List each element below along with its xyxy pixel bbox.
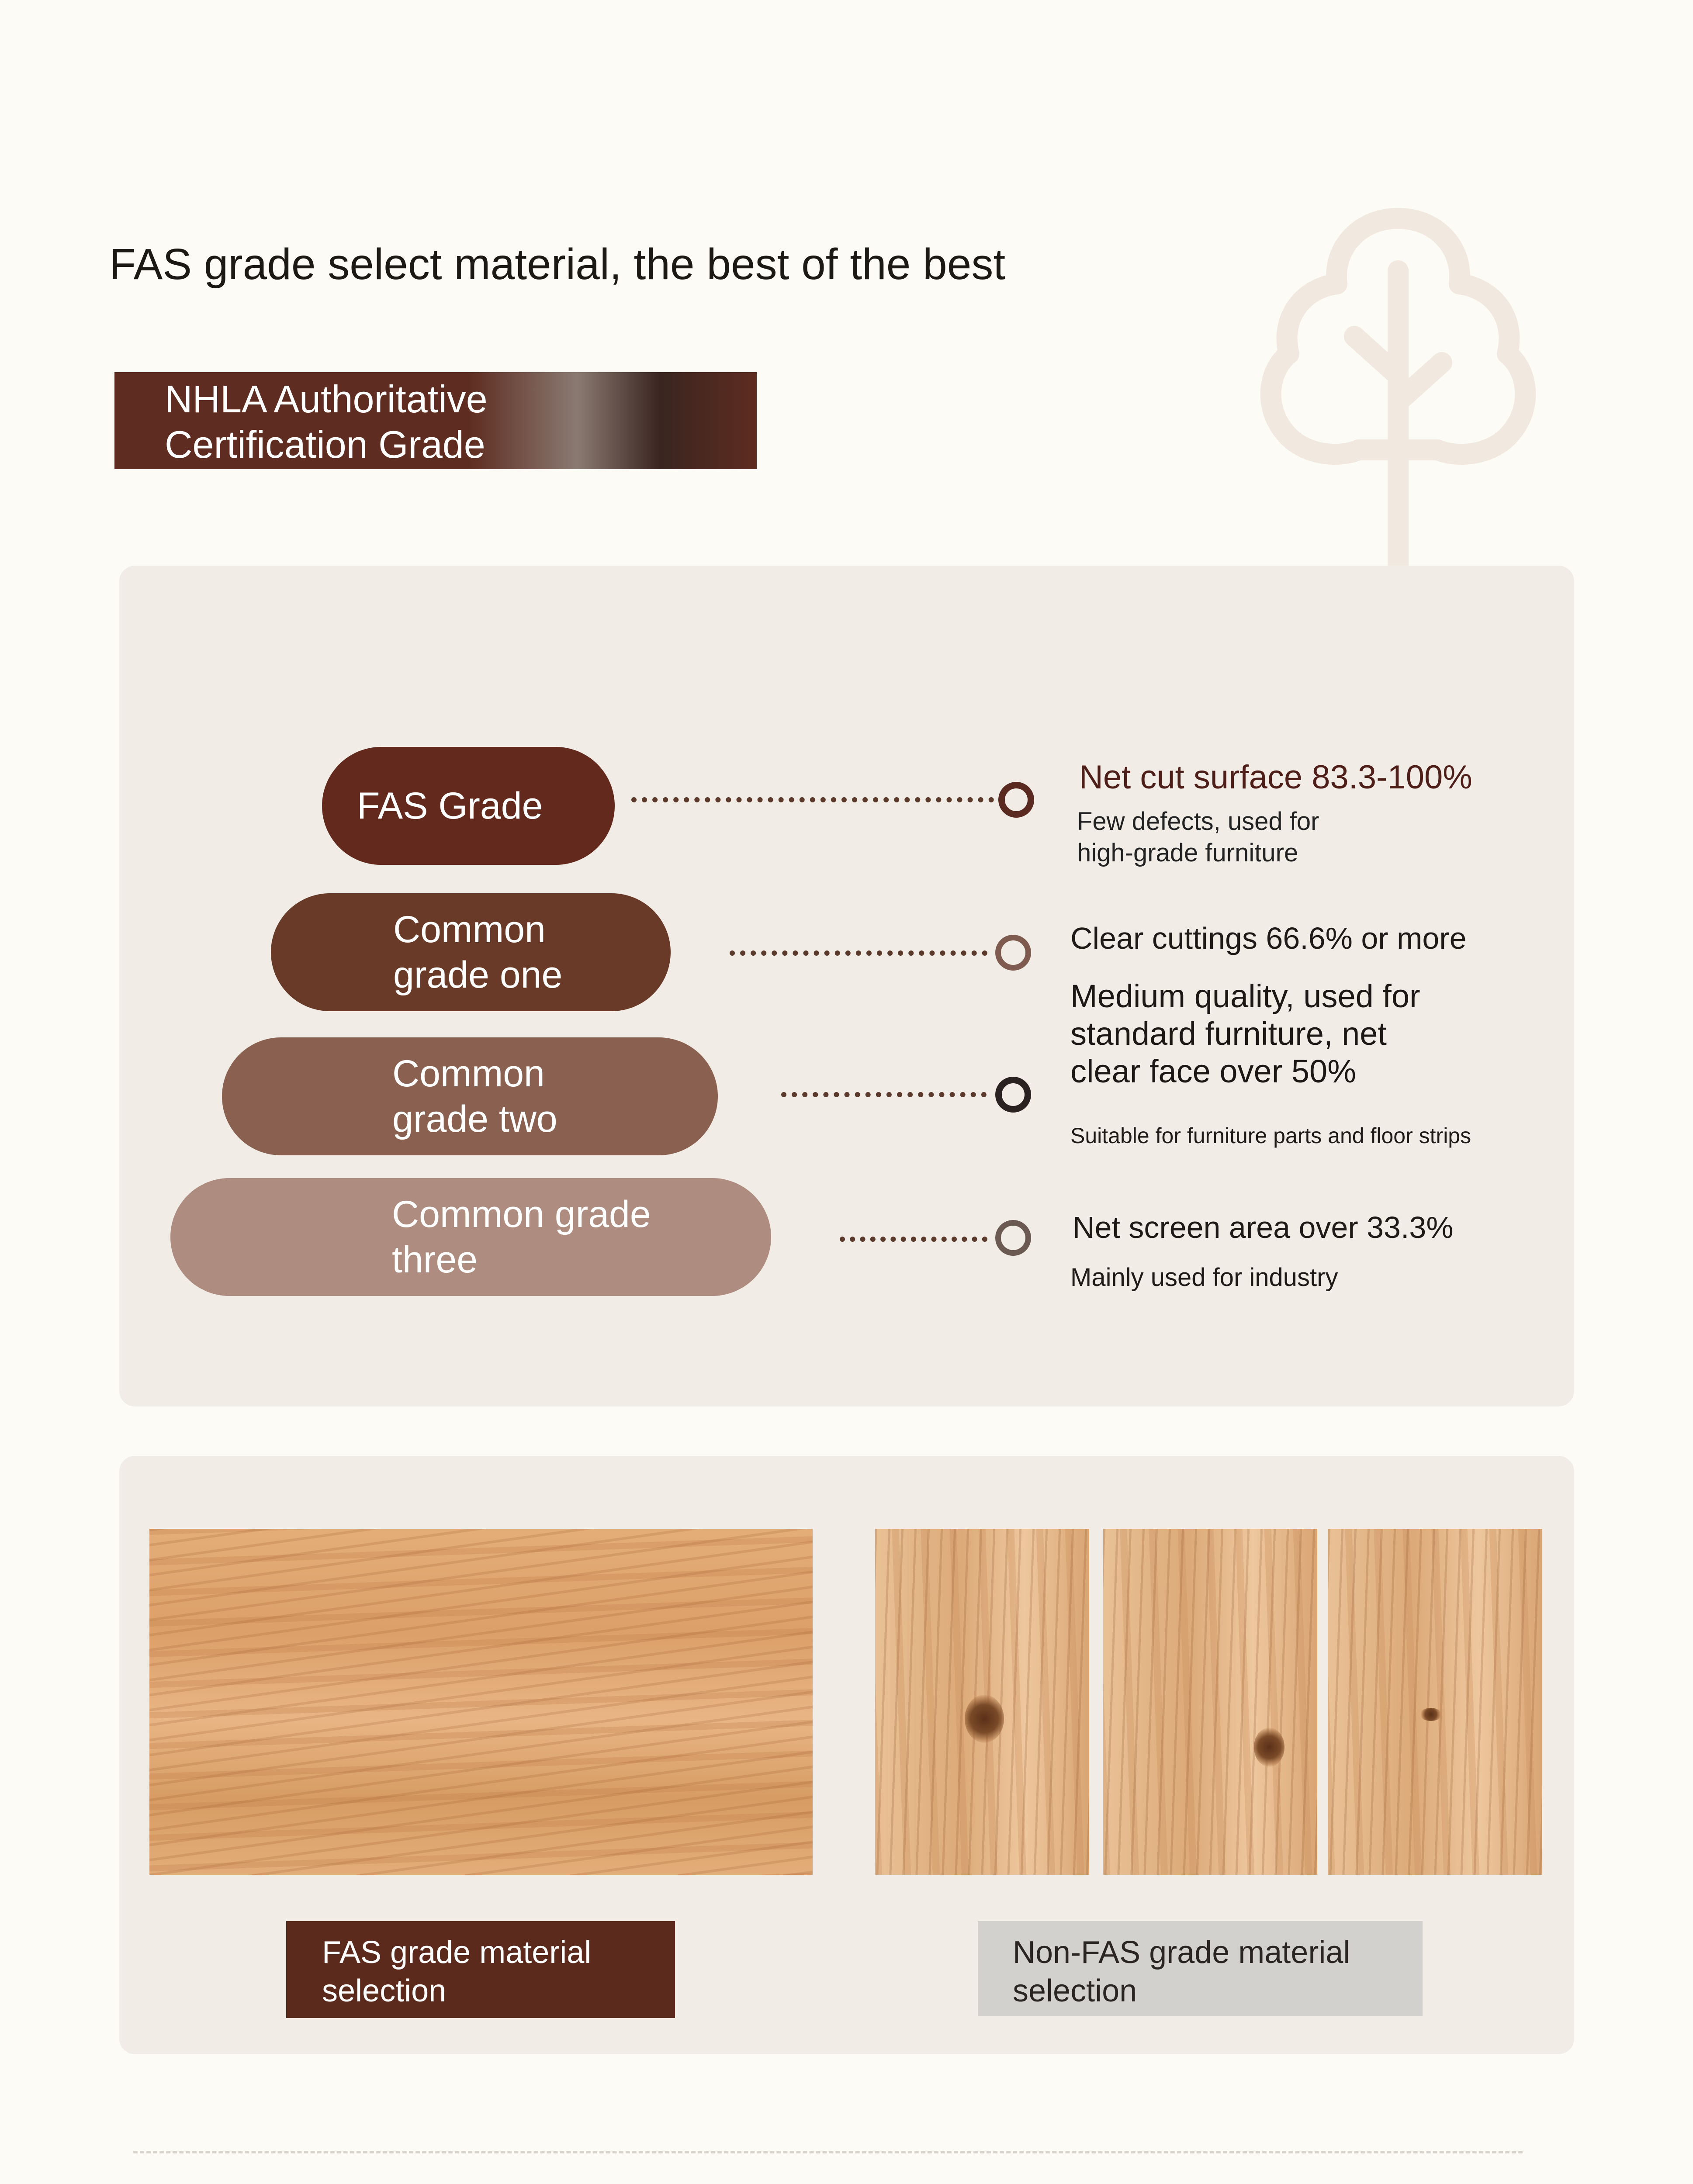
grade-one-description: Clear cuttings 66.6% or more xyxy=(1070,921,1467,955)
common-grade-one-line-1: Common xyxy=(393,909,546,950)
grade-three-connector-line xyxy=(840,1237,987,1242)
grade-three-ring-icon xyxy=(995,1220,1031,1256)
fas-ring-icon xyxy=(998,782,1034,818)
non-fas-material-label-line-2: selection xyxy=(1013,1973,1137,2008)
divider xyxy=(133,2151,1523,2153)
common-grade-two-pill xyxy=(222,1037,718,1155)
medium-quality-description xyxy=(1070,978,1420,1090)
fas-connector-line xyxy=(631,797,994,802)
fas-material-label-line-2: selection xyxy=(322,1973,447,2008)
wood-knot xyxy=(1254,1728,1284,1767)
badge-line-1: NHLA Authoritative xyxy=(165,377,488,421)
non-fas-wood-image-2 xyxy=(1103,1529,1317,1875)
common-grade-three-line-1: Common grade xyxy=(392,1193,651,1235)
fas-description-title: Net cut surface 83.3-100% xyxy=(1079,759,1472,796)
fas-grade-label: FAS Grade xyxy=(357,785,543,827)
grade-one-ring-icon xyxy=(995,935,1031,971)
non-fas-material-label xyxy=(978,1921,1423,2016)
fas-material-label-line-1: FAS grade material xyxy=(322,1935,592,1970)
medium-line-3: clear face over 50% xyxy=(1070,1053,1357,1089)
fas-description-sub xyxy=(1077,806,1319,869)
fas-material-label xyxy=(286,1921,675,2018)
grade-three-description-title: Net screen area over 33.3% xyxy=(1073,1210,1454,1244)
wood-knot xyxy=(965,1695,1004,1743)
common-grade-one-line-2: grade one xyxy=(393,954,563,996)
common-grade-three-pill xyxy=(170,1178,771,1296)
fas-sub-line-1: Few defects, used for xyxy=(1077,807,1319,836)
fas-sub-line-2: high-grade furniture xyxy=(1077,839,1298,867)
grade-one-connector-line xyxy=(730,950,987,956)
medium-line-2: standard furniture, net xyxy=(1070,1016,1387,1052)
non-fas-material-label-line-1: Non-FAS grade material xyxy=(1013,1935,1350,1970)
tree-icon xyxy=(1232,192,1564,585)
badge-line-2: Certification Grade xyxy=(165,423,485,466)
wood-knot xyxy=(1420,1708,1442,1721)
certification-badge xyxy=(114,372,757,469)
medium-line-1: Medium quality, used for xyxy=(1070,978,1420,1014)
page-title: FAS grade select material, the best of the best xyxy=(109,240,1006,289)
non-fas-wood-image-1 xyxy=(875,1529,1089,1875)
common-grade-one-pill xyxy=(271,893,671,1011)
grade-two-connector-line xyxy=(781,1092,987,1097)
common-grade-two-line-1: Common xyxy=(392,1053,545,1095)
common-grade-two-line-2: grade two xyxy=(392,1098,557,1140)
non-fas-wood-image-3 xyxy=(1328,1529,1542,1875)
fas-wood-image xyxy=(149,1529,813,1875)
grade-three-description-sub: Mainly used for industry xyxy=(1070,1263,1338,1292)
common-grade-three-line-2: three xyxy=(392,1239,478,1281)
fas-grade-pill xyxy=(322,747,615,865)
grade-two-description: Suitable for furniture parts and floor strips xyxy=(1070,1123,1471,1148)
grade-two-ring-icon xyxy=(995,1077,1031,1113)
